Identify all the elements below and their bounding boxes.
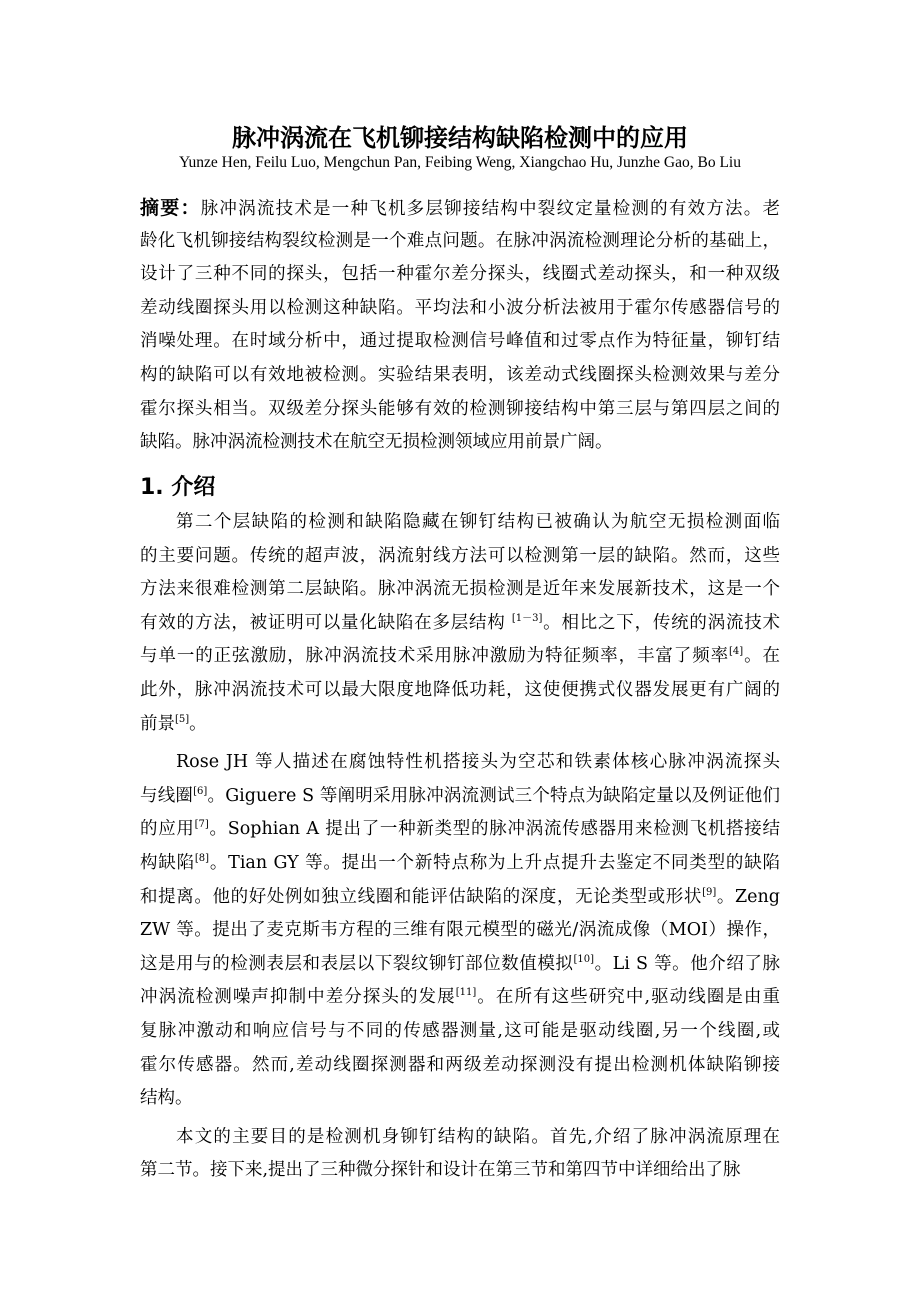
text-line: 缺陷。脉冲涡流检测技术在航空无损检测领域应用前景广阔。 (140, 432, 613, 453)
text-line: 方法来很难检测第二层缺陷。脉冲涡流无损检测是近年来发展新技术，这是一个 (140, 579, 780, 600)
text-line: 本文的主要目的是检测机身铆钉结构的缺陷。首先,介绍了脉冲涡流原理在 (176, 1126, 780, 1147)
text-line: 霍尔探头相当。双级差分探头能够有效的检测铆接结构中第三层与第四层之间的 (140, 398, 780, 419)
text-line: ZW 等。提出了麦克斯韦方程的三维有限元模型的磁光/涡流成像（MOI）操作， (140, 920, 780, 941)
text-line: 冲涡流检测噪声抑制中差分探头的发展[11]。在所有这些研究中,驱动线圈是由重 (140, 987, 780, 1008)
text-line: 这是用与的检测表层和表层以下裂纹铆钉部位数值模拟[10]。Li S 等。他介绍了脉 (140, 953, 780, 974)
text-line: 和提离。他的好处例如独立线圈和能评估缺陷的深度，无论类型或形状[9]。Zeng (140, 886, 781, 907)
text-line: 此外，脉冲涡流技术可以最大限度地降低功耗，这使便携式仪器发展更有广阔的 (140, 680, 780, 700)
citation: [11] (455, 987, 477, 999)
citation: [6] (193, 785, 208, 797)
text-line: 第二个层缺陷的检测和缺陷隐藏在铆钉结构已被确认为航空无损检测面临 (176, 512, 780, 532)
citation: [10] (573, 953, 595, 965)
text-line: 与单一的正弦激励，脉冲涡流技术采用脉冲激励为特征频率，丰富了频率[4]。在 (140, 646, 781, 667)
author-list: Yunze Hen, Feilu Luo, Mengchun Pan, Feibing Weng, Xiangchao Hu, Junzhe Gao, Bo Liu (179, 154, 741, 171)
section-heading: 1. 介绍 (140, 475, 216, 500)
text-line: 构缺陷[8]。Tian GY 等。提出一个新特点称为上升点提升去鉴定不同类型的缺陷 (140, 853, 780, 873)
citation: [5] (175, 713, 190, 725)
text-line: 构的缺陷可以有效地被检测。实验结果表明，该差动式线圈探头检测效果与差分 (140, 365, 780, 385)
citation: [7] (194, 819, 209, 831)
text-line: 设计了三种不同的探头，包括一种霍尔差分探头，线圈式差动探头，和一种双级 (140, 264, 780, 285)
text-line: 的主要问题。传统的超声波，涡流射线方法可以检测第一层的缺陷。然而，这些 (140, 545, 780, 566)
citation: [4] (729, 646, 744, 658)
citation: [8] (194, 853, 210, 864)
paper-title: 脉冲涡流在飞机铆接结构缺陷检测中的应用 (232, 124, 688, 152)
text-line: 前景[5]。 (140, 713, 207, 734)
text-line: 结构。 (140, 1088, 193, 1109)
text-line: Rose JH 等人描述在腐蚀特性机搭接头为空芯和铁素体核心脉冲涡流探头 (176, 752, 780, 773)
text-line: 的应用[7]。Sophian A 提出了一种新类型的脉冲涡流传感器用来检测飞机搭接结 (140, 819, 780, 840)
text-line: 摘要：脉冲涡流技术是一种飞机多层铆接结构中裂纹定量检测的有效方法。老 (140, 197, 780, 219)
citation: [9] (702, 886, 717, 898)
text-line: 龄化飞机铆接结构裂纹检测是一个难点问题。在脉冲涡流检测理论分析的基础上， (140, 230, 780, 251)
text-line: 第二节。接下来,提出了三种微分探针和设计在第三节和第四节中详细给出了脉 (140, 1160, 741, 1181)
text-line: 差动线圈探头用以检测这种缺陷。平均法和小波分析法被用于霍尔传感器信号的 (140, 297, 780, 318)
text-line: 霍尔传感器。然而,差动线圈探测器和两级差动探测没有提出检测机体缺陷铆接 (140, 1054, 780, 1075)
citation: [1－3] (511, 612, 543, 624)
text-line: 与线圈[6]。Giguere S 等阐明采用脉冲涡流测试三个特点为缺陷定量以及例证他们 (140, 785, 780, 806)
text-line: 复脉冲激动和响应信号与不同的传感器测量,这可能是驱动线圈,另一个线圈,或 (140, 1021, 780, 1041)
abstract-label: 摘要： (140, 197, 201, 219)
text-line: 有效的方法，被证明可以量化缺陷在多层结构 [1－3]。相比之下，传统的涡流技术 (140, 612, 781, 633)
text-line: 消噪处理。在时域分析中，通过提取检测信号峰值和过零点作为特征量，铆钉结 (140, 331, 780, 352)
